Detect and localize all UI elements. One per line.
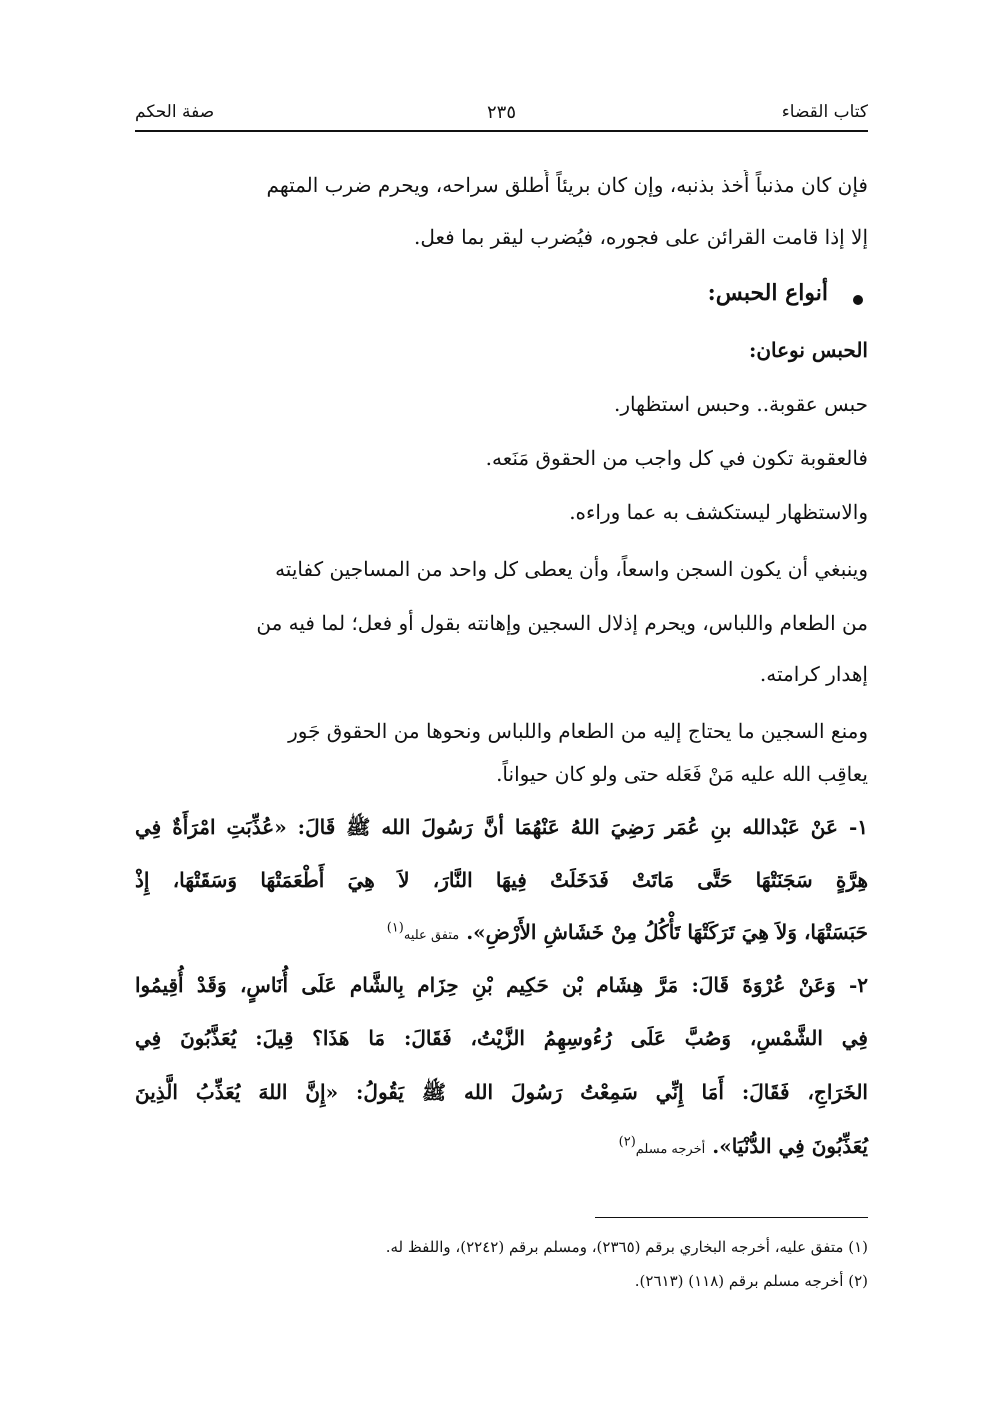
prison-types-line: حبس عقوبة.. وحبس استظهار.: [614, 392, 868, 416]
inquiry-line: والاستظهار ليستكشف به عما وراءه.: [569, 500, 868, 524]
section-heading: أنواع الحبس:: [707, 280, 828, 306]
paragraph2-line-1: ومنع السجين ما يحتاج إليه من الطعام واللباس ونحوها من الحقوق جَور: [288, 719, 868, 743]
hadith1-line-3: [387, 920, 868, 944]
section-subheading: الحبس نوعان:: [748, 338, 868, 362]
header-section-title: صفة الحكم: [135, 102, 215, 122]
hadith2-line-1: ٢- وَعَنْ عُرْوَةَ قَالَ: مَرَّ هِشَام بْن حَكِيم بْنِ حِزَام بِالشَّام عَلَى أُنَاسٍ، وَقَدْ أُقِيمُوا: [135, 973, 868, 997]
hadith2-text: يُعَذِّبُونَ فِي الدُّنْيَا».: [712, 1134, 868, 1158]
hadith1-text: حَبَسَتْهَا، وَلاَ هِيَ تَرَكَتْهَا تَأْكُلُ مِنْ خَشَاشِ الأَرْضِ».: [466, 920, 868, 944]
intro-line-1: فإن كان مذنباً أُخذ بذنبه، وإن كان بريئاً أُطلق سراحه، ويحرم ضرب المتهم: [266, 173, 868, 197]
hadith2-line-4: [619, 1134, 868, 1158]
footnote-1: (١) متفق عليه، أخرجه البخاري برقم (٢٣٦٥)، ومسلم برقم (٢٢٤٢)، واللفظ له.: [385, 1238, 868, 1256]
bullet-icon: [853, 295, 863, 305]
page-number: ٢٣٥: [486, 102, 517, 123]
hadith1-line-2: هِرَّةٍ سَجَنَتْهَا حَتَّى مَاتَتْ فَدَخَلَتْ فِيهَا النَّارَ، لاَ هِيَ أَطْعَمَتْهَا وَسَقَتْهَا، إِذْ: [135, 868, 868, 892]
hadith2-line-3: الخَرَاجِ، فَقَالَ: أَمَا إِنِّي سَمِعْتُ رَسُولَ الله ﷺ يَقُولُ: «إِنَّ اللهَ يُعَذِّبُ الَّذِينَ: [135, 1080, 868, 1104]
running-header: [135, 100, 868, 132]
header-chapter-title: كتاب القضاء: [781, 102, 868, 122]
paragraph1-line-3: إهدار كرامته.: [759, 662, 868, 686]
paragraph2-line-2: يعاقِب الله عليه مَنْ فَعَله حتى ولو كان حيواناً.: [496, 762, 868, 786]
intro-line-2: إلا إذا قامت القرائن على فجوره، فيُضرب ليقر بما فعل.: [414, 225, 868, 249]
hadith2-line-2: فِي الشَّمْسِ، وَصُبَّ عَلَى رُءُوسِهِمُ الزَّيْتُ، فَقَالَ: مَا هَذَا؟ قِيلَ: يُعَذَّبُونَ فِي: [135, 1026, 868, 1050]
hadith1-source: متفق عليه: [403, 928, 460, 943]
footnote-divider: [595, 1217, 868, 1218]
footnote-2: (٢) أخرجه مسلم برقم (١١٨) (٢٦١٣).: [634, 1272, 868, 1290]
hadith1-line-1: ١- عَنْ عَبْدالله بنِ عُمَر رَضِيَ اللهُ عَنْهُمَا أنَّ رَسُولَ الله ﷺ قَالَ: «عُذِّبَتِ امْرَأَةٌ فِي: [135, 815, 868, 839]
paragraph1-line-2: من الطعام واللباس، ويحرم إذلال السجين وإهانته بقول أو فعل؛ لما فيه من: [256, 611, 868, 635]
paragraph1-line-1: وينبغي أن يكون السجن واسعاً، وأن يعطى كل واحد من المساجين كفايته: [275, 557, 868, 581]
hadith2-source: أخرجه مسلم: [635, 1142, 706, 1157]
hadith2-footnote-ref: (٢): [618, 1134, 636, 1150]
hadith1-footnote-ref: (١): [386, 920, 404, 936]
punishment-line: فالعقوبة تكون في كل واجب من الحقوق مَنَعه.: [485, 446, 868, 470]
